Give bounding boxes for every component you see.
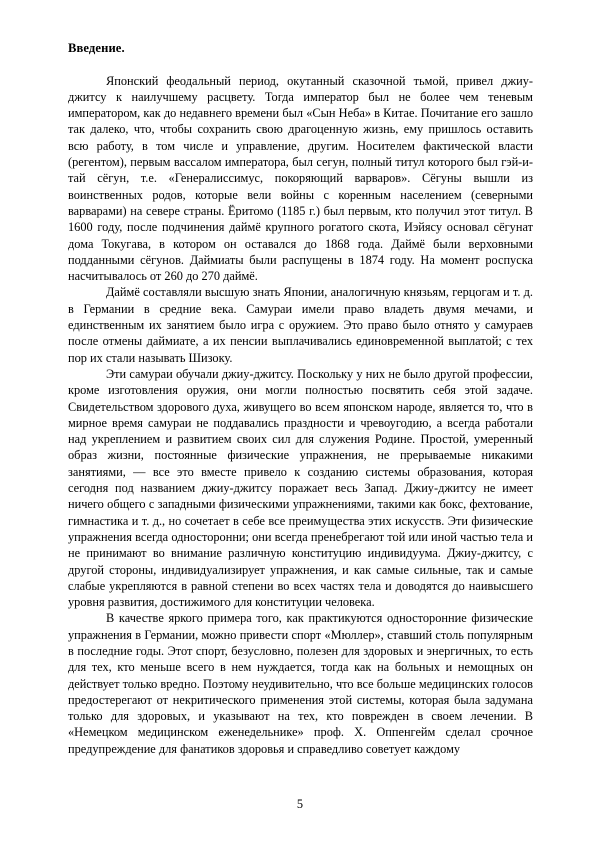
paragraph-3: Эти самураи обучали джиу-джитсу. Поскольку у них не было другой профессии, кроме изготовления оружия, они могли полностью посвятить себя этой задаче. Свидетельством здорового духа, живущего во всем японском народе, является то, что в мирное время самураи не поддавались праздности и чревоугодию, а всегда работали над укреплением и развитием своих сил для служения Родине. Простой, умеренный образ жизни, постоянные физические упражнения, не прерываемые никакими занятиями, — все это вместе привело к созданию системы образования, которая сегодня под названием джиу-джитсу поражает весь Запад. Джиу-джитсу не имеет ничего общего с западными физическими упражнениями, такими как бокс, фехтование, гимнастика и т. д., но сочетает в себе все преимущества этих искусств. Эти физические упражнения всегда односторонни; они всегда пренебрегают той или иной частью тела и не принимают во внимание различную конституцию индивидуума. Джиу-джитсу, с другой стороны, индивидуализирует упражнения, и как самые сильные, так и самые слабые укрепляются в равной степени во всех частях тела и доводятся до наивысшего уровня развития, достижимого для конституции человека. xyxy=(68,366,533,610)
document-body xyxy=(68,40,533,757)
page-number: 5 xyxy=(296,797,304,811)
paragraph-4: В качестве яркого примера того, как практикуются односторонние физические упражнения в Германии, можно привести спорт «Мюллер», ставший столь популярным в последние годы. Этот спорт, безусловно, полезен для здоровых и энергичных, то есть для тех, кто меньше всего в нем нуждается, тогда как на больных и немощных он действует только вредно. Поэтому неудивительно, что все больше медицинских голосов предостерегают от некритического применения этой системы, которая была задумана только для здоровых, и указывают на тех, кто поврежден в своем лечении. В «Немецком медицинском еженедельнике» проф. Х. Оппенгейм сделал срочное предупреждение для фанатиков здоровья и справедливо советует каждому xyxy=(68,611,533,756)
paragraph-2: Даймё составляли высшую знать Японии, аналогичную князьям, герцогам и т. д. в Германии в средние века. Самураи имели право владеть двумя мечами, и единственным их занятием было игра с оружием. Это право было отнято у самураев после отмены даймиате, а их пенсии выплачивались единовременной выплатой; с тех пор их стали называть Шизоку. xyxy=(68,285,533,365)
page-title: Введение. xyxy=(68,41,125,55)
paragraph-1: Японский феодальный период, окутанный сказочной тьмой, привел джиу-джитсу к наилучшему расцвету. Тогда император был не более чем теневым императором, как до недавнего времени был «Сын Неба» в Китае. Почитание его зашло так далеко, что, чтобы сохранить свою драгоценную жизнь, ему пришлось оставить всю работу, в том числе и управление, другим. Носителем фактической власти (регентом), первым вассалом императора, был сегун, полный титул которого был гэй-и-тай сёгун, т.е. «Генералиссимус, покоряющий варваров». Сёгуны вышли из воинственных родов, которые вели войны с коренным населением (северными варварами) на севере страны. Ёритомо (1185 г.) был первым, кто получил этот титул. В 1600 году, после подчинения даймё крупного рогатого скота, Иэйясу основал сёгунат дома Токугава, в котором он оставался до 1868 года. Даймё были верховными подданными сёгунов. Даймиаты были распущены в 1874 году. На момент роспуска насчитывалось от 260 до 270 даймё. xyxy=(68,73,533,284)
